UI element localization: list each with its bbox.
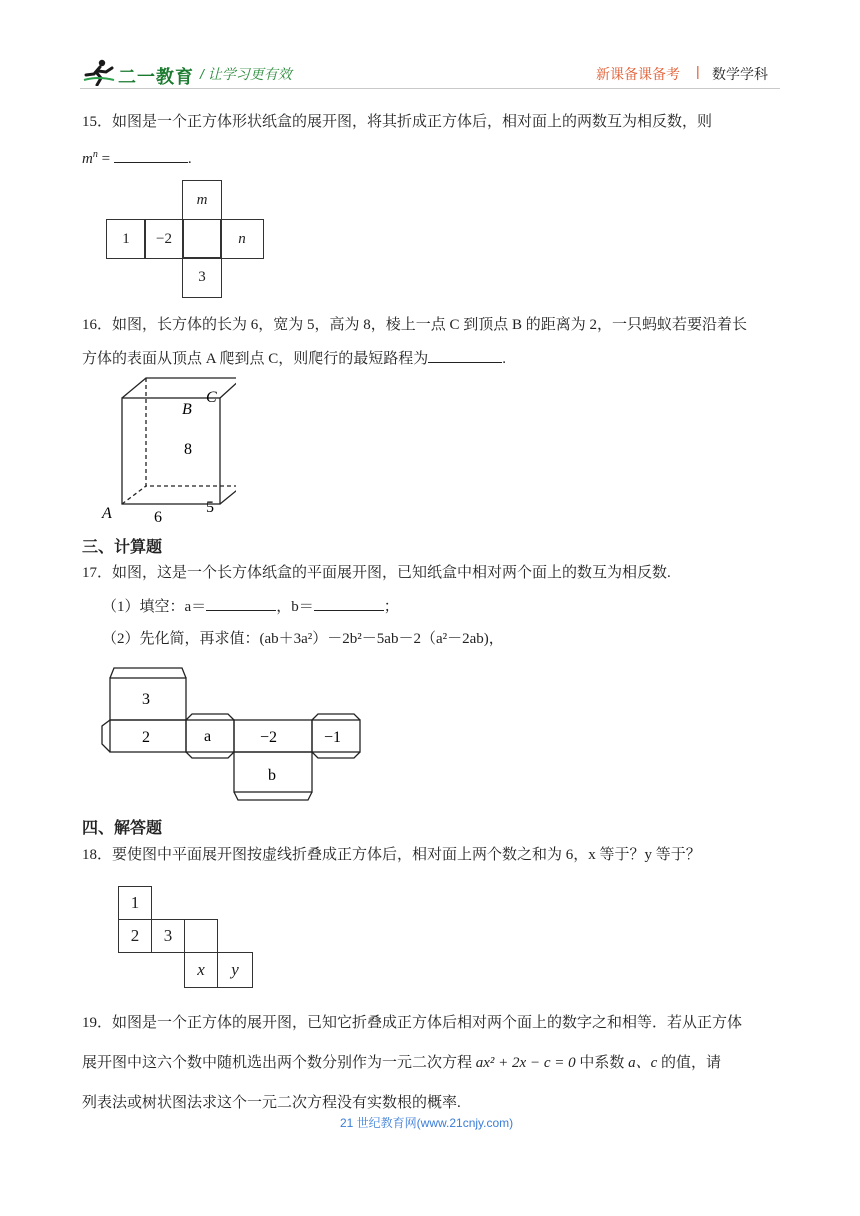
q15-cell-m: m xyxy=(182,180,222,220)
footer-link[interactable]: 21 世纪教育网(www.21cnjy.com) xyxy=(340,1116,514,1130)
q19-equation: ax² + 2x − c = 0 xyxy=(475,1055,576,1071)
q17-sub1-end: ； xyxy=(383,599,399,615)
header-right-label: 新课备课备考 xyxy=(596,66,680,82)
section-heading-3: 三、计算题 xyxy=(82,539,163,556)
q15-answer-blank[interactable] xyxy=(114,148,188,163)
q17-sub1-prefix: （1）填空： xyxy=(102,599,185,615)
logo-text: 二一教育 xyxy=(118,67,194,87)
q16-cuboid-figure xyxy=(96,374,236,526)
q18-cell-3: 3 xyxy=(151,919,185,953)
q15-cube-net xyxy=(106,180,264,298)
q15-cell-3: 3 xyxy=(182,257,222,298)
q17-cell-3: 3 xyxy=(142,691,150,708)
q19-vars: a、c xyxy=(628,1055,658,1071)
q19-text-line3: 列表法或树状图法求这个一元二次方程没有实数根的概率. xyxy=(82,1095,461,1111)
q16-answer-blank[interactable] xyxy=(428,348,502,363)
header xyxy=(80,58,780,88)
q15-cell-1: 1 xyxy=(106,219,146,259)
q16-label-A: A xyxy=(102,505,112,522)
header-subject: 数学学科 xyxy=(712,66,768,82)
q17-b-blank[interactable] xyxy=(314,596,384,611)
q17-sub1-b: ，b＝ xyxy=(276,599,314,615)
q19-text-line2 xyxy=(82,1053,721,1073)
q15-cell-blank xyxy=(182,219,222,259)
q19-line2-a: 展开图中这六个数中随机选出两个数分别作为一元二次方程 xyxy=(82,1055,476,1071)
q16-label-C: C xyxy=(206,389,217,406)
q17-sub1-a: a＝ xyxy=(184,599,207,615)
q16-line2-text: 方体的表面从顶点 A 爬到点 C，则爬行的最短路程为 xyxy=(82,351,429,367)
q15-cell-n: n xyxy=(220,219,264,259)
q19-line2-c: 的值，请 xyxy=(657,1055,722,1071)
q16-label-8: 8 xyxy=(184,441,192,458)
q16-label-6: 6 xyxy=(154,509,162,526)
q15-n-sup: n xyxy=(92,149,98,160)
header-divider xyxy=(80,88,780,89)
q16-label-B: B xyxy=(182,401,192,418)
q17-cell-2: 2 xyxy=(142,729,150,746)
q18-cube-net xyxy=(118,886,254,988)
q16-text-line1: 16．如图，长方体的长为 6，宽为 5，高为 8，棱上一点 C 到顶点 B 的距离为 2，一只蚂蚁若要沿着长 xyxy=(82,317,748,333)
q16-label-5: 5 xyxy=(206,499,214,516)
q17-sub2: （2）先化简，再求值：(ab＋3a²）－2b²－5ab－2（a²－2ab)， xyxy=(102,631,504,647)
q15-end: . xyxy=(187,151,192,167)
q16-end: . xyxy=(502,351,507,367)
q17-sub1 xyxy=(102,596,399,617)
q19-line2-b: 中系数 xyxy=(575,1055,629,1071)
q17-cell-b: b xyxy=(268,767,276,784)
q17-a-blank[interactable] xyxy=(206,596,276,611)
q18-text-line1: 18．要使图中平面展开图按虚线折叠成正方体后，相对面上两个数之和为 6，x 等于？y 等于？ xyxy=(82,847,701,863)
q15-m: m xyxy=(82,151,93,167)
q18-cell-2: 2 xyxy=(118,919,152,953)
q18-cell-x: x xyxy=(184,952,218,988)
q15-text-line2 xyxy=(82,145,192,169)
q17-cell-a: a xyxy=(204,728,212,745)
q15-cell-neg2: −2 xyxy=(144,219,184,259)
q17-box-net xyxy=(98,662,364,804)
logo-runner-icon xyxy=(82,58,116,86)
q15-eq: = xyxy=(97,151,114,167)
q15-text-line1: 15．如图是一个正方体形状纸盒的展开图，将其折成正方体后，相对面上的两数互为相反数，则 xyxy=(82,114,713,130)
section-heading-4: 四、解答题 xyxy=(82,820,163,837)
q17-cell-neg2: −2 xyxy=(260,729,278,746)
q17-cell-neg1: −1 xyxy=(324,729,342,746)
slogan: / 让学习更有效 xyxy=(200,66,292,82)
q19-text-line1: 19．如图是一个正方体的展开图，已知它折叠成正方体后相对两个面上的数字之和相等．若从正方体 xyxy=(82,1015,743,1031)
q17-text-line1: 17．如图，这是一个长方体纸盒的平面展开图，已知纸盒中相对两个面上的数互为相反数. xyxy=(82,565,671,581)
q18-cell-1: 1 xyxy=(118,886,152,920)
q16-text-line2 xyxy=(82,348,506,369)
header-separator: | xyxy=(696,63,700,79)
q18-cell-blank xyxy=(184,919,218,953)
q18-cell-y: y xyxy=(217,952,253,988)
